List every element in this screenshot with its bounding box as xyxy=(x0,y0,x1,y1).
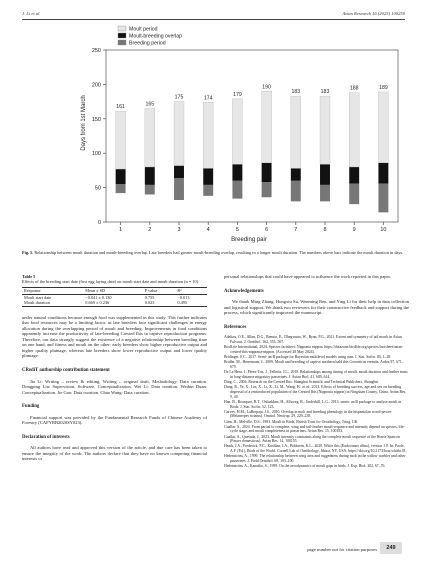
reference-item: Ginn, H., Melville, D.S., 1983. Moult in Birds. British Trust for Ornithology, Tring, UK. xyxy=(224,419,359,424)
moult-breeding-overlap-bar xyxy=(232,164,242,181)
reference-item: Bridinger, F.C., 2017. Semi- an B package for Bayesian multilevel models using stan. J. Stat. Softw. 80, 1–28. xyxy=(224,355,392,360)
legend-swatch xyxy=(118,26,126,31)
x-axis-label: Breeding pair xyxy=(231,237,267,243)
reference-list xyxy=(224,335,409,469)
page-number: 249 xyxy=(380,542,402,554)
moult-breeding-overlap-bar xyxy=(145,167,155,185)
moult-breeding-overlap-bar xyxy=(378,163,388,184)
table-header-cell: R² xyxy=(177,288,182,294)
y-tick-label: 0 xyxy=(97,220,101,226)
chart-legend xyxy=(118,26,182,47)
x-tick-label: 10 xyxy=(380,227,387,233)
moult-period-bar xyxy=(349,93,359,167)
data-label: 183 xyxy=(320,89,330,96)
breeding-period-bar xyxy=(262,182,272,197)
moult-period-bar xyxy=(116,111,126,169)
moult-breeding-overlap-bar xyxy=(291,168,301,180)
moult-period-bar xyxy=(232,99,242,164)
declaration-continued: personal relationships that could have appeared to influence the work reported in this paper. xyxy=(224,274,391,279)
legend-label: Moult period xyxy=(129,26,158,33)
table-cell: −0.041 ± 0.130 xyxy=(85,294,112,300)
acknowledgements-heading: Acknowledgements xyxy=(224,288,264,294)
table-row xyxy=(22,300,207,306)
legend-swatch xyxy=(118,33,126,38)
table-cell: Moult duration xyxy=(24,300,50,306)
breeding-period-bar xyxy=(145,185,155,195)
breeding-period-bar xyxy=(116,184,126,193)
table-cell: −0.013 xyxy=(177,294,190,300)
reference-item: Dong, R., Ye, X., Lin, X., Li, X., Li, M., Wang, H., et al., 2013. Effects of breeding success, age and sex on breeding dispersal of a reintroduced population of the Crested Ibis (Nipponia nippon) in Ningshan County, China. Avian Res. 9, 40. xyxy=(224,385,407,399)
moult-duration-chart xyxy=(22,22,408,244)
y-tick-label: 250 xyxy=(91,48,101,54)
data-label: 188 xyxy=(349,85,359,92)
breeding-period-bar xyxy=(232,181,242,199)
reference-item: De La Hera, I., Pérez-Tris, J., Tellería, J.L., 2010. Relationships among timing of moult, moult duration and feather mass in long-distance migratory passerines. J. Avian Biol. 41, 609–614. xyxy=(224,370,408,379)
table-cell: 0.023 xyxy=(144,300,155,306)
x-tick-label: 7 xyxy=(294,227,298,233)
y-axis-label: Days from 1st March xyxy=(81,95,87,151)
x-tick-label: 8 xyxy=(323,227,327,233)
reference-item: Garvey, H.M., LaBrepaja, J.S., 2010. Overlap in molt and breeding phenology in the hispaniolan wood-pewee (Melanerpes striatus). Ornitol. Neotrop. 29, 229–238. xyxy=(224,409,392,419)
data-label: 161 xyxy=(116,104,125,111)
moult-period-bar xyxy=(291,96,301,168)
table-cell: 0.755 xyxy=(144,294,155,300)
legend-swatch xyxy=(118,40,126,45)
figure-caption xyxy=(22,250,406,255)
data-label: 174 xyxy=(203,95,213,102)
reference-item: Han, B., Bousquet, B.T., Ostbakken, H., Allsweg, R., Underhill, L.G., 2013. smatr: an R package to analyse moult in Birds. J. Stat. Softw. 52, 123. xyxy=(224,399,402,409)
reference-item: Guallar, S., Quesada, J., 2023. Moult intensity constraints along the complete moult sequence of the House Sparrow (Passer domesticus). Avian Res. 14, 100155. xyxy=(224,434,401,444)
y-tick-label: 100 xyxy=(91,151,101,158)
data-label: 189 xyxy=(379,84,388,91)
footer-note: page number not for citation purposes xyxy=(307,547,377,552)
running-header-journal: Avian Research 16 (2025) 100250 xyxy=(342,11,405,16)
references-heading: References xyxy=(224,324,247,330)
data-label: 183 xyxy=(291,89,301,96)
breeding-period-bar xyxy=(174,178,184,200)
table-header-cell: P value xyxy=(144,288,158,294)
breeding-period-bar xyxy=(203,185,213,196)
left-column xyxy=(22,274,207,465)
y-tick-label: 150 xyxy=(91,116,101,123)
body-paragraph: under natural conditions because enough food was supplemented in this study. This further indicates that food resources may be a limiting factor, as late breeders face significant challenges in energy allocation during the overlapping period of moult and breeding. Improvements in food conditions apparently increase the productivity of late-breeding Crested Ibis in captive reproduction programs. Therefore, our data strongly suggest the existence of a negative relationship between breeding time on one hand, and fitness and moult on the other: early breeders show higher reproductive output and higher quality plumage, whereas late breeders show lower reproductive output and lower quality plumage. xyxy=(22,314,207,359)
breeding-period-bar xyxy=(378,183,388,212)
moult-breeding-overlap-bar xyxy=(174,166,184,178)
running-header-authors: J. Li et al. xyxy=(22,11,41,16)
data-label: 175 xyxy=(174,94,184,101)
credit-heading: CRediT authorship contribution statement xyxy=(22,368,110,373)
x-tick-label: 3 xyxy=(177,227,181,233)
x-tick-label: 9 xyxy=(352,227,356,233)
right-column xyxy=(224,274,409,469)
moult-period-bar xyxy=(320,96,330,164)
x-tick-label: 5 xyxy=(235,227,239,233)
data-label: 190 xyxy=(262,84,271,91)
table-cell: Moult start date xyxy=(24,294,52,300)
y-tick-label: 200 xyxy=(91,82,101,89)
moult-breeding-overlap-bar xyxy=(203,168,213,185)
figure-caption-text: Relationship between moult duration and moult-breeding overlap. Late breeders had greater moult-breeding overlap, resulting in a longer moult duration. The numbers above bars indicate the moult duration in days. xyxy=(33,250,404,255)
header-rule xyxy=(22,19,405,20)
credit-paragraph: Jia Li: Writing – review & editing, Writing – original draft, Methodology, Data curation. Dongping Liu: Supervision, Software, Conceptualization. Wei Li: Data curation. Weibin Duan: Conceptualization. Jie Gao: Data curation. Chao Wang: Data curation. xyxy=(22,378,207,395)
legend-label: Breeding period xyxy=(129,40,166,47)
declaration-heading: Declaration of interests xyxy=(22,434,70,440)
x-tick-label: 4 xyxy=(206,227,210,233)
declaration-paragraph: All authors have read and approved this version of the article, and due care has been taken to ensure the integrity of the work. The authors declare that they have no known competing financial interests or xyxy=(22,445,207,462)
reference-item: Hedenström, A., Kanuika, S., 1999. On the aerodynamics of moult gaps in birds. J. Exp. Biol. 202, 67–76. xyxy=(224,464,386,469)
reference-item: Heath, J.A., Frederick, P.C., Kushlan, J.A., Bildstein, K.L., 2020. White ibis (Eudocimus albus), version 1.0. In: Poole, A.F. (Ed.), Birds of the World. Cornell Lab of Ornithology, Ithaca, NY, USA. https://doi.org/10.2173/bow.whiibi.01. xyxy=(224,444,407,454)
breeding-period-bar xyxy=(320,185,330,202)
x-tick-label: 2 xyxy=(148,227,152,233)
chart-bars xyxy=(116,84,389,212)
figure-caption-label: Fig. 5. xyxy=(22,250,34,255)
x-tick-label: 6 xyxy=(265,227,269,233)
x-tick-label: 1 xyxy=(119,227,123,233)
reference-item: Guallar, S., 2024. From partial to complete: wing and tail-feather moult sequence and intensity depend on species, life-cycle stage, and moult completeness in passerines. Avian Res. 15, 100183. xyxy=(224,424,405,434)
table-title-text: Effects of the breeding start date (first egg laying date) on moult start date and moult duration (n = 10). xyxy=(22,279,200,285)
funding-heading: Funding xyxy=(22,404,40,410)
moult-period-bar xyxy=(203,102,213,168)
reference-item: Adelizu, O.E., Allan, D.G., Benuto, E., Dhegwuna, W., Ryan, P.G., 2021. Extent and symmetry of tail moult in Asian Fulvous. J. Ornithol. 162, 555–567. xyxy=(224,335,402,345)
breeding-period-bar xyxy=(291,181,301,202)
table-title xyxy=(22,274,207,284)
reference-item: Ding, C., 2004. Research on the Crested Ibis. Shanghai Scientific and Technical Publishers, Shanghai. xyxy=(224,379,380,384)
moult-period-bar xyxy=(262,91,272,163)
moult-breeding-overlap-bar xyxy=(116,169,126,184)
moult-breeding-overlap-bar xyxy=(320,164,330,185)
data-label: 165 xyxy=(145,101,155,108)
reference-item: Bridhe, M., Herremans, J., 2009. Moult and breeding of captive northern bald ibis Geronticus eremita. Ardea 97, 671–679. xyxy=(224,360,404,369)
table-header-cell: Response xyxy=(24,288,41,294)
acknowledgements-paragraph: We thank Ming Zhang, Hongxiu Su, Wenming Ren, and Ying Li for their help in data collection and logistical support. We thank two reviewers for their constructive feedback and support during the process, which significantly improved the manuscript. xyxy=(224,299,409,316)
results-table xyxy=(22,287,207,306)
moult-period-bar xyxy=(378,92,388,163)
reference-item: Hedenström, A., 1999. The relationship between wing area and ruggedness during molt in the willow warbler and other passerines. J. Field Ornithol. 69, 103–100. xyxy=(224,454,406,464)
table-cell: 0.669 ± 0.236 xyxy=(85,300,110,306)
reference-item: BirdLife International, 2024. Species factsheet: Nipponia nippon. https://datazone.birdlife.org/species/factsheet/asian-crested-ibis-nipponia-nippon. (Accessed 28 May 2024). xyxy=(224,345,404,354)
breeding-period-bar xyxy=(349,183,359,204)
funding-paragraph: Financial support was provided by the Fundamental Research Funds of Chinese Academy of Forestry (CAFYBB2020SY023). xyxy=(22,414,207,426)
moult-period-bar xyxy=(174,102,184,166)
y-tick-label: 50 xyxy=(94,185,101,192)
moult-breeding-overlap-bar xyxy=(349,167,359,184)
data-label: 179 xyxy=(233,91,242,98)
moult-period-bar xyxy=(145,108,155,166)
table-label: Table 5 xyxy=(22,274,36,279)
table-header-cell: Mean ± SD xyxy=(85,288,106,294)
moult-breeding-overlap-bar xyxy=(262,163,272,182)
table-cell: 0.495 xyxy=(177,300,188,306)
legend-label: Moult-breeding overlap xyxy=(129,33,183,40)
